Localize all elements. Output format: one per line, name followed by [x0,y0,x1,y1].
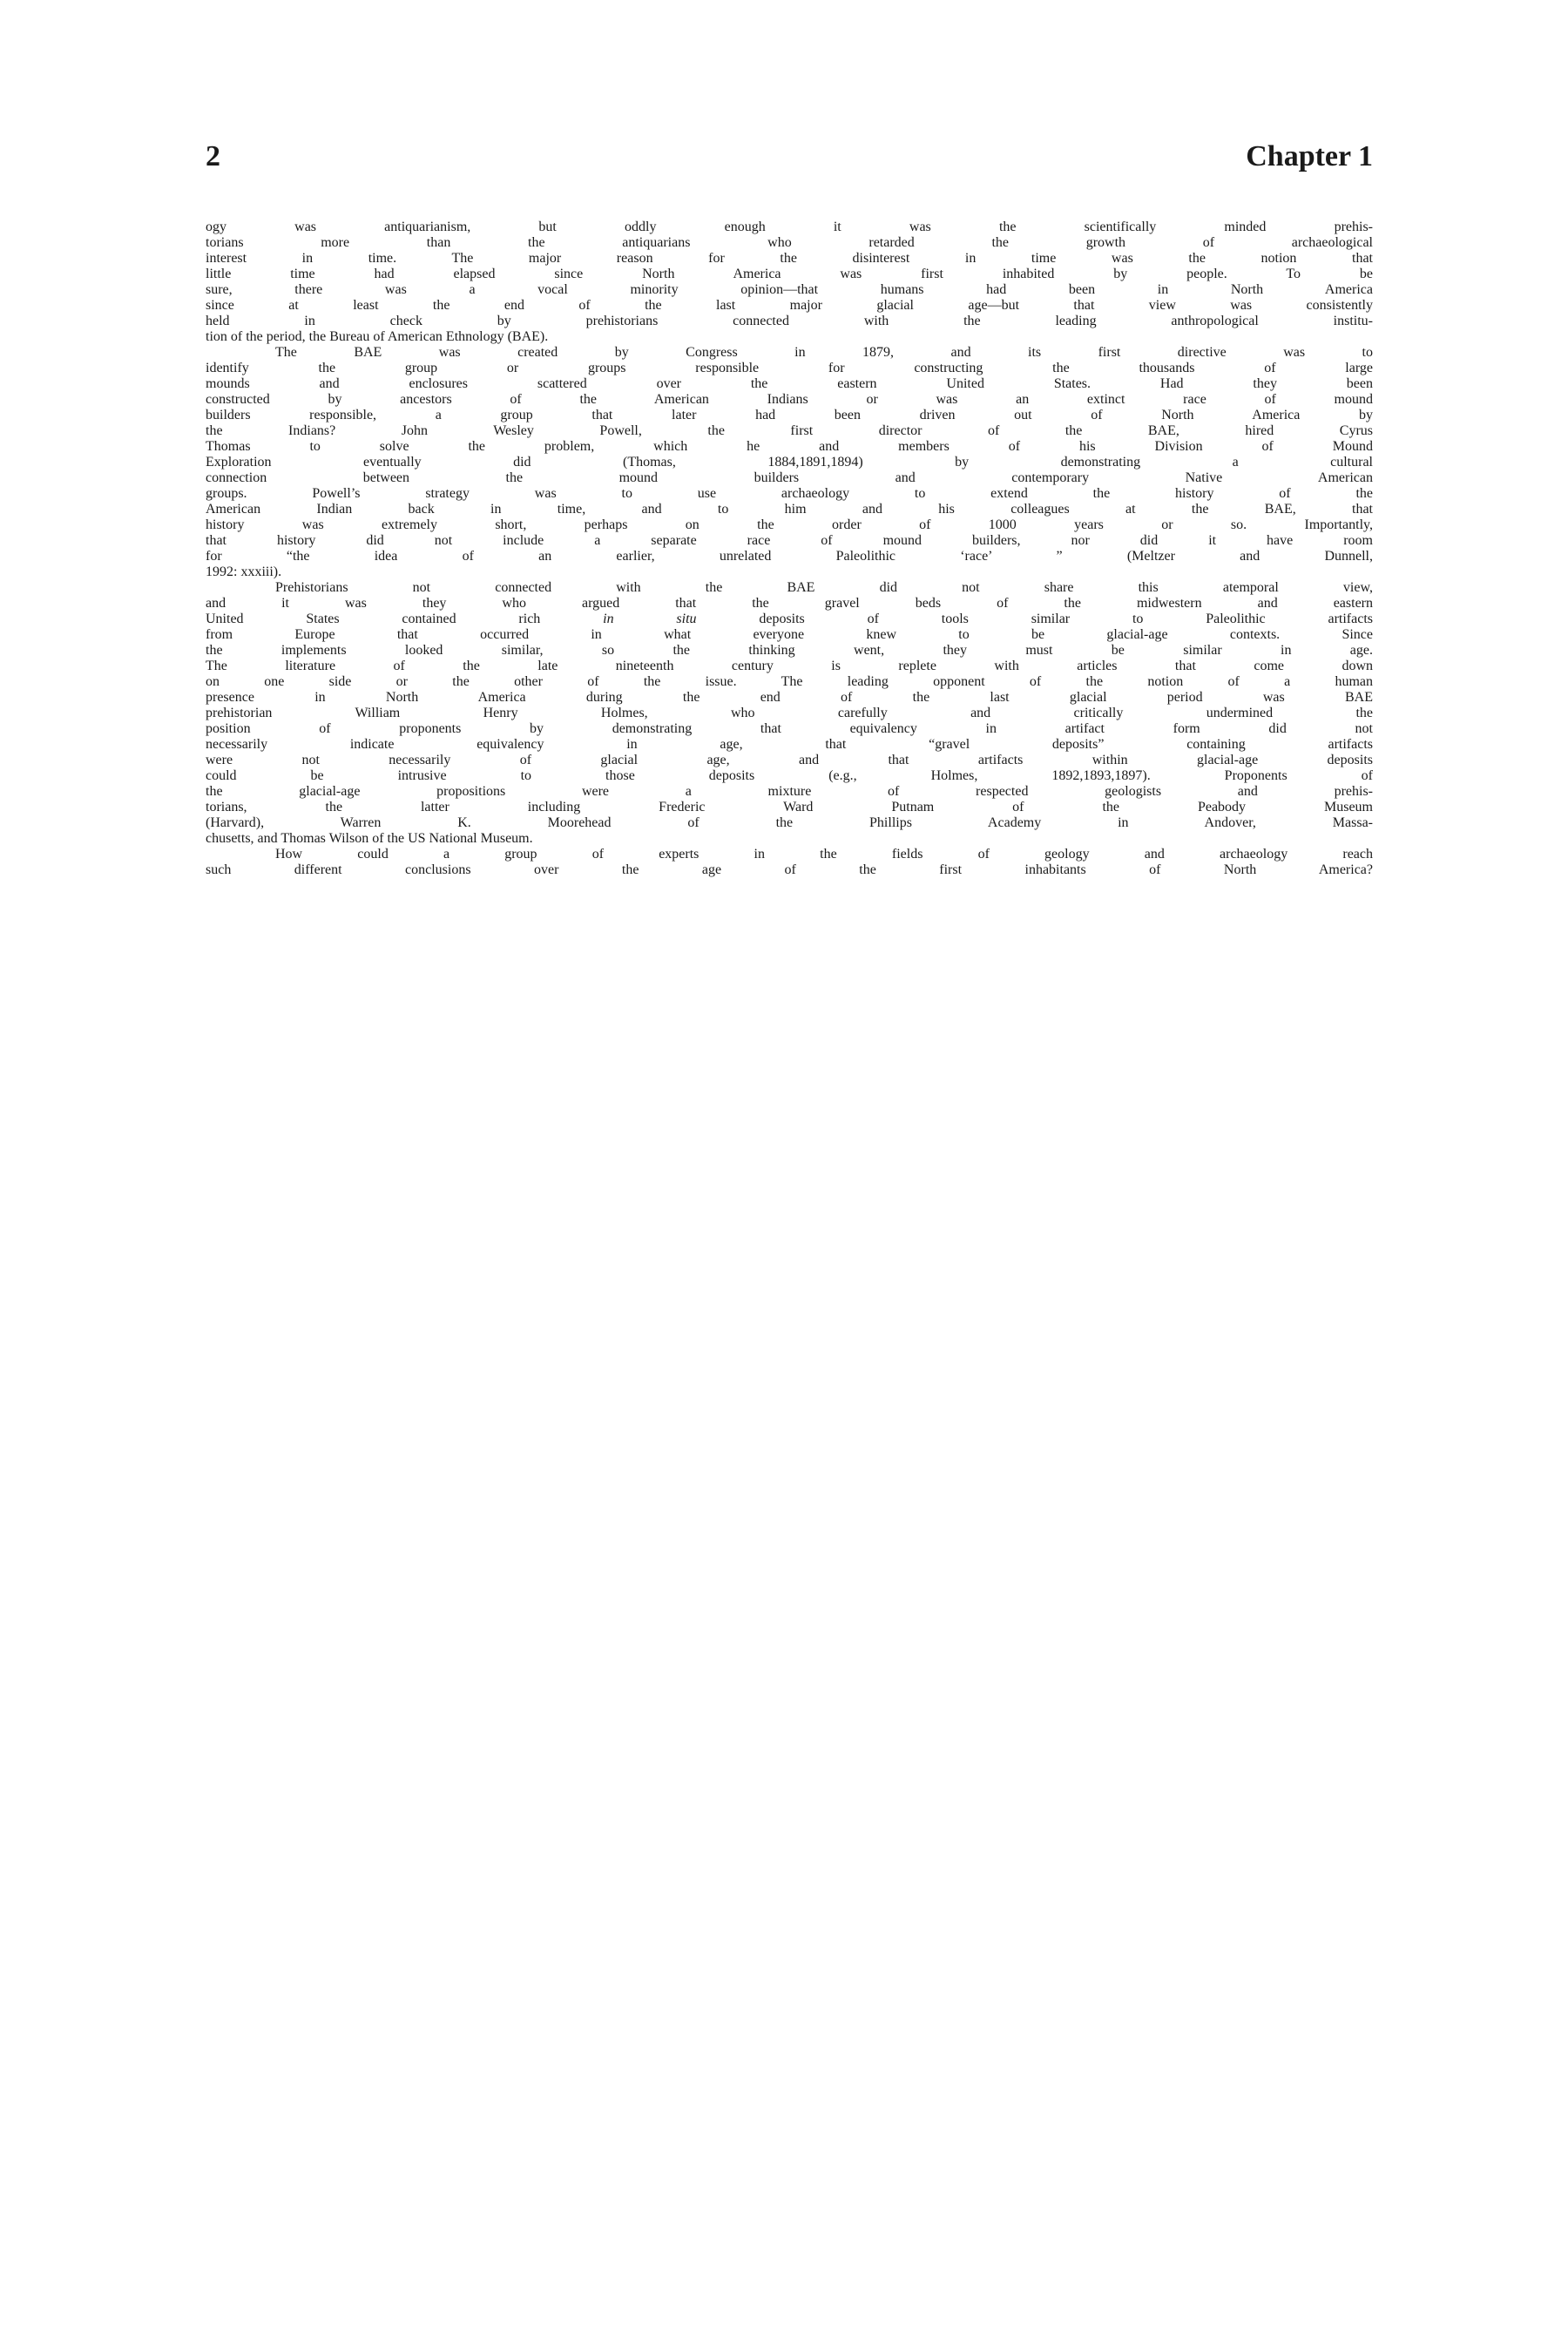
text-line: held in check by prehistorians connected with the leading anthropological institu- [206,314,1373,328]
text-line: identify the group or groups responsible for constructing the thousands of large [206,361,1373,375]
text-line: tion of the period, the Bureau of American Ethnology (BAE). [206,329,549,344]
chapter-title: Chapter 1 [1246,140,1373,172]
text-line: constructed by ancestors of the American Indians or was an extinct race of mound [206,392,1373,407]
text-line: the glacial-age propositions were a mixture of respected geologists and prehis- [206,784,1373,799]
paragraph-3 [206,580,1373,847]
text-line: position of proponents by demonstrating that equivalency in artifact form did not [206,721,1373,736]
text-line: from Europe that occurred in what everyone knew to be glacial-age contexts. Since [206,627,1373,642]
text-line: history was extremely short, perhaps on the order of 1000 years or so. Importantly, [206,517,1373,532]
paragraph-4 [206,847,1373,878]
text-line: the Indians? John Wesley Powell, the first director of the BAE, hired Cyrus [206,423,1373,438]
text-line: How could a group of experts in the fields of geology and archaeology reach [275,847,1373,862]
italic-term: in situ [603,612,697,626]
text-line: Thomas to solve the problem, which he and members of his Division of Mound [206,439,1373,454]
text-line: and it was they who argued that the gravel beds of the midwestern and eastern [206,596,1373,611]
text-line: since at least the end of the last major glacial age—but that view was consistently [206,298,1373,313]
text-line: connection between the mound builders and contemporary Native American [206,470,1373,485]
text-line: on one side or the other of the issue. The leading opponent of the notion of a human [206,674,1373,689]
text-line: presence in North America during the end of the last glacial period was BAE [206,690,1373,705]
body-text [206,220,1373,878]
text-line: American Indian back in time, and to him and his colleagues at the BAE, that [206,502,1373,517]
text-line: necessarily indicate equivalency in age, that “gravel deposits” containing artifacts [206,737,1373,752]
text-line: torians, the latter including Frederic Ward Putnam of the Peabody Museum [206,800,1373,814]
text-line: could be intrusive to those deposits (e.g., Holmes, 1892,1893,1897). Proponents of [206,768,1373,783]
running-head [206,139,1373,174]
page-number: 2 [206,140,220,172]
text-line: ogy was antiquarianism, but oddly enough it was the scientifically minded prehis- [206,220,1373,234]
paragraph-2 [206,345,1373,580]
text-line: Exploration eventually did (Thomas, 1884,1891,1894) by demonstrating a cultural [206,455,1373,470]
book-page [206,139,1373,878]
text-line: groups. Powell’s strategy was to use archaeology to extend the history of the [206,486,1373,501]
text-line: were not necessarily of glacial age, and that artifacts within glacial-age deposits [206,753,1373,767]
text-line: the implements looked similar, so the thinking went, they must be similar in age. [206,643,1373,658]
paragraph-1 [206,220,1373,345]
text-line: 1992: xxxiii). [206,564,282,579]
text-line: builders responsible, a group that later had been driven out of North America by [206,408,1373,422]
text-line: The BAE was created by Congress in 1879, and its first directive was to [275,345,1373,360]
text-line: chusetts, and Thomas Wilson of the US National Museum. [206,831,533,846]
text-line-with-italic [206,612,1373,627]
text-line: sure, there was a vocal minority opinion—that humans had been in North America [206,282,1373,297]
text-line: little time had elapsed since North America was first inhabited by people. To be [206,267,1373,281]
text-line: (Harvard), Warren K. Moorehead of the Phillips Academy in Andover, Massa- [206,815,1373,830]
text-line: such different conclusions over the age of the first inhabitants of North America? [206,862,1373,877]
text-run: deposits of tools similar to Paleolithic artifacts [696,612,1373,626]
text-line: prehistorian William Henry Holmes, who carefully and critically undermined the [206,706,1373,720]
text-line: that history did not include a separate race of mound builders, nor did it have room [206,533,1373,548]
text-line: interest in time. The major reason for the disinterest in time was the notion that [206,251,1373,266]
text-line: for “the idea of an earlier, unrelated Paleolithic ‘race’ ” (Meltzer and Dunnell, [206,549,1373,564]
text-line: Prehistorians not connected with the BAE did not share this atemporal view, [275,580,1373,595]
text-line: mounds and enclosures scattered over the eastern United States. Had they been [206,376,1373,391]
text-line: The literature of the late nineteenth century is replete with articles that come down [206,659,1373,673]
text-run: United States contained rich [206,612,604,626]
text-line: torians more than the antiquarians who retarded the growth of archaeological [206,235,1373,250]
